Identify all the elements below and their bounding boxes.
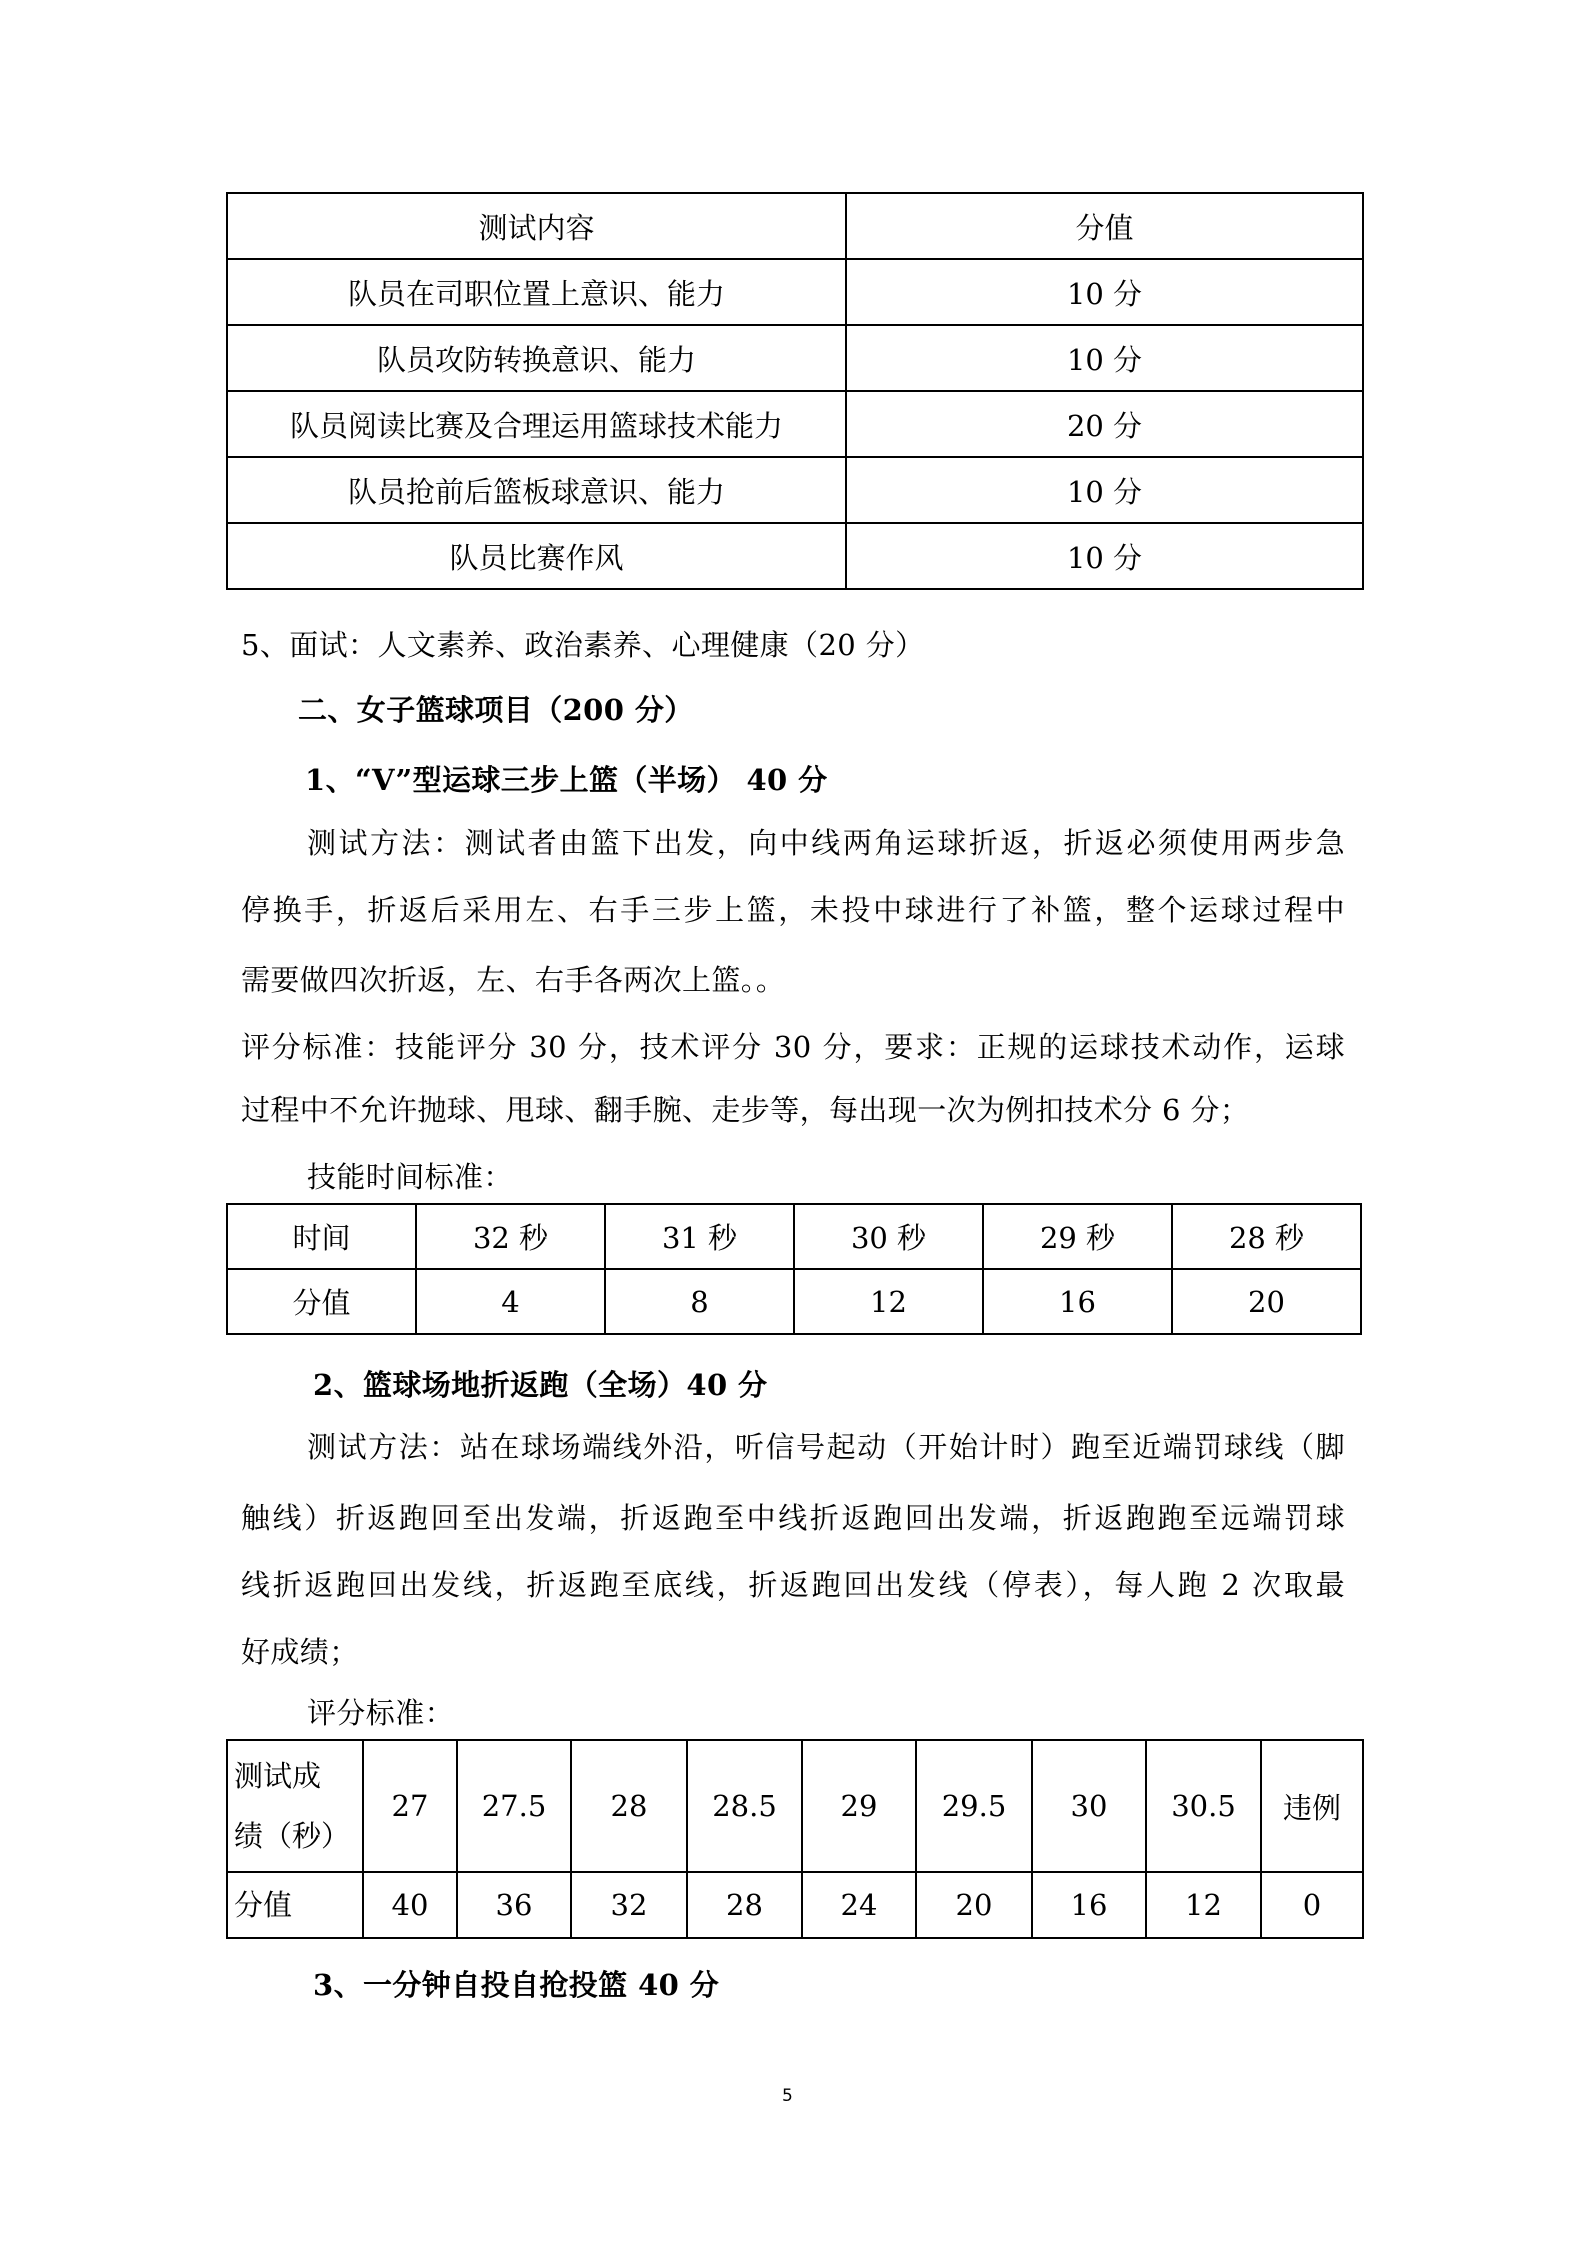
result-cell: 27 <box>363 1740 457 1872</box>
table-row <box>227 259 1363 325</box>
score-cell: 24 <box>802 1872 916 1938</box>
result-cell: 30 <box>1032 1740 1146 1872</box>
result-cell: 30.5 <box>1146 1740 1261 1872</box>
result-cell: 29 <box>802 1740 916 1872</box>
table-row <box>227 1740 1363 1872</box>
score-cell: 36 <box>457 1872 571 1938</box>
table-row <box>227 391 1363 457</box>
score-cell: 0 <box>1261 1872 1363 1938</box>
item3-title: 3、一分钟自投自抢投篮 40 分 <box>313 1968 720 2002</box>
result-cell: 27.5 <box>457 1740 571 1872</box>
time-standard-table <box>226 1203 1362 1335</box>
score-cell: 40 <box>363 1872 457 1938</box>
scoring-standard-label: 评分标准： <box>307 1696 455 1730</box>
score-cell: 12 <box>794 1269 983 1334</box>
score-cell: 16 <box>1032 1872 1146 1938</box>
score-cell: 10 分 <box>846 457 1363 523</box>
row-label-line: 测试成 <box>234 1759 322 1793</box>
item1-method-line: 停换手，折返后采用左、右手三步上篮，未投中球进行了补篮，整个运球过程中 <box>241 893 1345 927</box>
time-cell: 32 秒 <box>416 1204 605 1269</box>
score-cell: 8 <box>605 1269 794 1334</box>
table-row <box>227 325 1363 391</box>
item2-method-line: 测试方法：站在球场端线外沿，听信号起动（开始计时）跑至近端罚球线（脚 <box>307 1430 1345 1464</box>
result-cell: 28.5 <box>687 1740 802 1872</box>
section-title: 二、女子篮球项目（200 分） <box>298 693 694 727</box>
assessment-content-table <box>226 192 1364 590</box>
time-cell: 30 秒 <box>794 1204 983 1269</box>
time-cell: 28 秒 <box>1172 1204 1361 1269</box>
result-cell: 违例 <box>1261 1740 1363 1872</box>
time-standard-label: 技能时间标准： <box>307 1160 513 1194</box>
item1-method-line: 需要做四次折返，左、右手各两次上篮。。 <box>241 963 786 997</box>
page-number: 5 <box>782 2086 793 2106</box>
table-row <box>227 1269 1361 1334</box>
content-cell: 队员攻防转换意识、能力 <box>227 325 846 391</box>
table-header-row <box>227 193 1363 259</box>
table-row <box>227 457 1363 523</box>
score-cell: 20 <box>916 1872 1032 1938</box>
result-cell: 28 <box>571 1740 687 1872</box>
header-cell: 分值 <box>846 193 1363 259</box>
table-row <box>227 523 1363 589</box>
item1-scoring-line: 过程中不允许抛球、甩球、翻手腕、走步等，每出现一次为例扣技术分 6 分； <box>241 1093 1250 1127</box>
time-cell: 29 秒 <box>983 1204 1172 1269</box>
item1-scoring-line: 评分标准：技能评分 30 分，技术评分 30 分，要求：正规的运球技术动作，运球 <box>241 1030 1345 1064</box>
content-cell: 队员比赛作风 <box>227 523 846 589</box>
row-label-cell: 时间 <box>227 1204 416 1269</box>
row-label-line: 绩（秒） <box>234 1819 351 1853</box>
score-cell: 12 <box>1146 1872 1261 1938</box>
table-row <box>227 1872 1363 1938</box>
row-label-cell <box>227 1740 363 1872</box>
item1-method-line: 测试方法：测试者由篮下出发，向中线两角运球折返，折返必须使用两步急 <box>307 826 1345 860</box>
row-label-cell: 分值 <box>227 1269 416 1334</box>
item2-method-line: 好成绩； <box>241 1635 359 1669</box>
time-cell: 31 秒 <box>605 1204 794 1269</box>
result-cell: 29.5 <box>916 1740 1032 1872</box>
shuttle-run-score-table <box>226 1739 1364 1939</box>
item1-title: 1、“V”型运球三步上篮（半场） 40 分 <box>305 763 828 797</box>
content-cell: 队员抢前后篮板球意识、能力 <box>227 457 846 523</box>
content-cell: 队员在司职位置上意识、能力 <box>227 259 846 325</box>
item2-method-line: 触线）折返跑回至出发端，折返跑至中线折返跑回出发端，折返跑跑至远端罚球 <box>241 1501 1345 1535</box>
score-cell: 20 <box>1172 1269 1361 1334</box>
score-cell: 16 <box>983 1269 1172 1334</box>
score-cell: 20 分 <box>846 391 1363 457</box>
row-label-cell: 分值 <box>227 1872 363 1938</box>
item2-method-line: 线折返跑回出发线，折返跑至底线，折返跑回出发线（停表），每人跑 2 次取最 <box>241 1568 1345 1602</box>
score-cell: 32 <box>571 1872 687 1938</box>
interview-item: 5、面试：人文素养、政治素养、心理健康（20 分） <box>241 628 925 662</box>
score-cell: 10 分 <box>846 325 1363 391</box>
score-cell: 28 <box>687 1872 802 1938</box>
header-cell: 测试内容 <box>227 193 846 259</box>
score-cell: 10 分 <box>846 259 1363 325</box>
score-cell: 10 分 <box>846 523 1363 589</box>
content-cell: 队员阅读比赛及合理运用篮球技术能力 <box>227 391 846 457</box>
score-cell: 4 <box>416 1269 605 1334</box>
item2-title: 2、篮球场地折返跑（全场）40 分 <box>313 1368 768 1402</box>
table-row <box>227 1204 1361 1269</box>
